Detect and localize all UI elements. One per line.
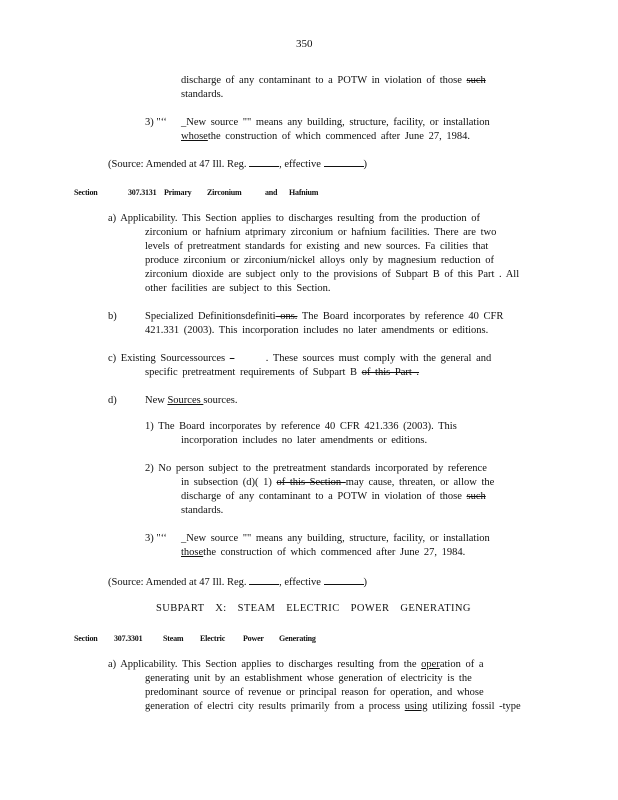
- text: 421.331 (2003). This incorporation includes no later amendments or editions.: [145, 325, 489, 336]
- text: standards.: [181, 505, 224, 516]
- text: incorporation includes no later amendments or editions.: [181, 435, 428, 446]
- text: 1) The Board incorporates by reference 40 CFR 421.336 (2003). This: [145, 421, 457, 432]
- text: levels of pretreatment standards for existing and new sources. Fa cilities that: [145, 241, 489, 252]
- text: Specialized Definitionsdefiniti: [145, 311, 276, 322]
- text: a) Applicability. This Section applies to discharges resulting from the production of: [108, 213, 481, 224]
- text: utilizing fossil -type: [427, 701, 521, 712]
- subsection-d1: [145, 420, 457, 448]
- section-title: Zirconium: [207, 188, 242, 197]
- text: c) Existing Sourcessources: [108, 353, 230, 364]
- text: 2) No person subject to the pretreatment standards incorporated by reference: [145, 463, 487, 474]
- text: sources.: [203, 395, 238, 406]
- text: predominant source of revenue or principal reason for operation, and whose: [145, 687, 484, 698]
- text: effective: [284, 577, 321, 588]
- subsection-d2: [145, 462, 494, 518]
- section-title: Electric: [200, 634, 226, 643]
- blank-line: [324, 574, 364, 585]
- text: in subsection (d)( 1): [181, 477, 277, 488]
- text: zirconium dioxide are subject only to the provisions of Subpart B of this Part . All: [145, 269, 520, 280]
- subpart-heading: SUBPART X: STEAM ELECTRIC POWER GENERATING: [156, 603, 471, 614]
- specialized-definitions-paragraph: [145, 310, 503, 338]
- page-number: 350: [296, 38, 313, 50]
- strikethrough-text: such: [466, 491, 486, 502]
- item-label: 3) "‘‘: [145, 117, 167, 128]
- text: produce zirconium or zirconium/nickel alloys only by magnesium reduction of: [145, 255, 494, 266]
- continuation-paragraph: [181, 74, 486, 102]
- section-number: 307.3131: [128, 188, 157, 197]
- text: specific pretreatment requirements of Subpart B: [145, 367, 362, 378]
- item-label: 3) "‘‘: [145, 533, 167, 544]
- strikethrough-blank: [230, 352, 266, 366]
- underlined-text: whose: [181, 131, 208, 142]
- text: generating unit by an establishment whose generation of electricity is the: [145, 673, 472, 684]
- section-title: Power: [243, 634, 264, 643]
- text: may cause, threaten, or allow the: [345, 477, 495, 488]
- source-note: (Source: Amended at 47 Ill. Reg. , effective ): [108, 156, 367, 172]
- section-title: Steam: [163, 634, 184, 643]
- applicability-paragraph: [108, 212, 519, 296]
- item-label: d): [108, 395, 117, 406]
- strikethrough-text: of this Section: [276, 477, 346, 488]
- text: The Board incorporates by reference 40 CFR: [297, 311, 504, 322]
- text: discharge of any contaminant to a POTW in violation of those: [181, 491, 467, 502]
- strikethrough-text: ons.: [275, 311, 298, 322]
- applicability-paragraph: [108, 658, 521, 714]
- text: New: [145, 395, 168, 406]
- new-source-definition: [181, 116, 490, 144]
- blank-line: [324, 156, 364, 167]
- text: ): [363, 577, 368, 588]
- text: . These sources must comply with the general and: [265, 353, 492, 364]
- text: a) Applicability. This Section applies to discharges resulting from the: [108, 659, 422, 670]
- new-sources-heading: [145, 394, 237, 408]
- text: (Source: Amended at 47 Ill. Reg.: [108, 577, 247, 588]
- strikethrough-text: of this Part .: [361, 367, 420, 378]
- item-label: b): [108, 311, 117, 322]
- text: standards.: [181, 89, 224, 100]
- source-note: (Source: Amended at 47 Ill. Reg. , effective ): [108, 574, 367, 590]
- text: the construction of which commenced after June 27, 1984.: [207, 131, 470, 142]
- underlined-text: those: [181, 547, 204, 558]
- text: generation of electri city results primarily from a process: [145, 701, 405, 712]
- text: other facilities are subject to this Section.: [145, 283, 331, 294]
- text: (Source: Amended at 47 Ill. Reg.: [108, 159, 247, 170]
- text: the construction of which commenced after June 27, 1984.: [203, 547, 466, 558]
- underlined-text: using: [404, 701, 428, 712]
- text: discharge of any contaminant to a POTW in violation of those: [181, 75, 467, 86]
- section-title: Generating: [279, 634, 316, 643]
- section-word: Section: [74, 634, 98, 643]
- underlined-text: oper: [421, 659, 440, 670]
- subsection-d3: [181, 532, 490, 560]
- blank-line: [249, 574, 279, 585]
- section-title: Primary: [164, 188, 192, 197]
- section-number: 307.3301: [114, 634, 143, 643]
- strikethrough-text: such: [466, 75, 486, 86]
- text: _New source "" means any building, structure, facility, or installation: [181, 117, 490, 128]
- text: _New source "" means any building, structure, facility, or installation: [181, 533, 490, 544]
- section-title: and: [265, 188, 278, 197]
- text: effective: [284, 159, 321, 170]
- text: ): [363, 159, 368, 170]
- existing-sources-paragraph: [108, 352, 491, 380]
- text: ation of a: [439, 659, 484, 670]
- underlined-text: Sources: [167, 395, 204, 406]
- blank-line: [249, 156, 279, 167]
- section-title: Hafnium: [289, 188, 319, 197]
- section-word: Section: [74, 188, 98, 197]
- text: zirconium or hafnium atprimary zirconium or hafnium facilities. There are two: [145, 227, 497, 238]
